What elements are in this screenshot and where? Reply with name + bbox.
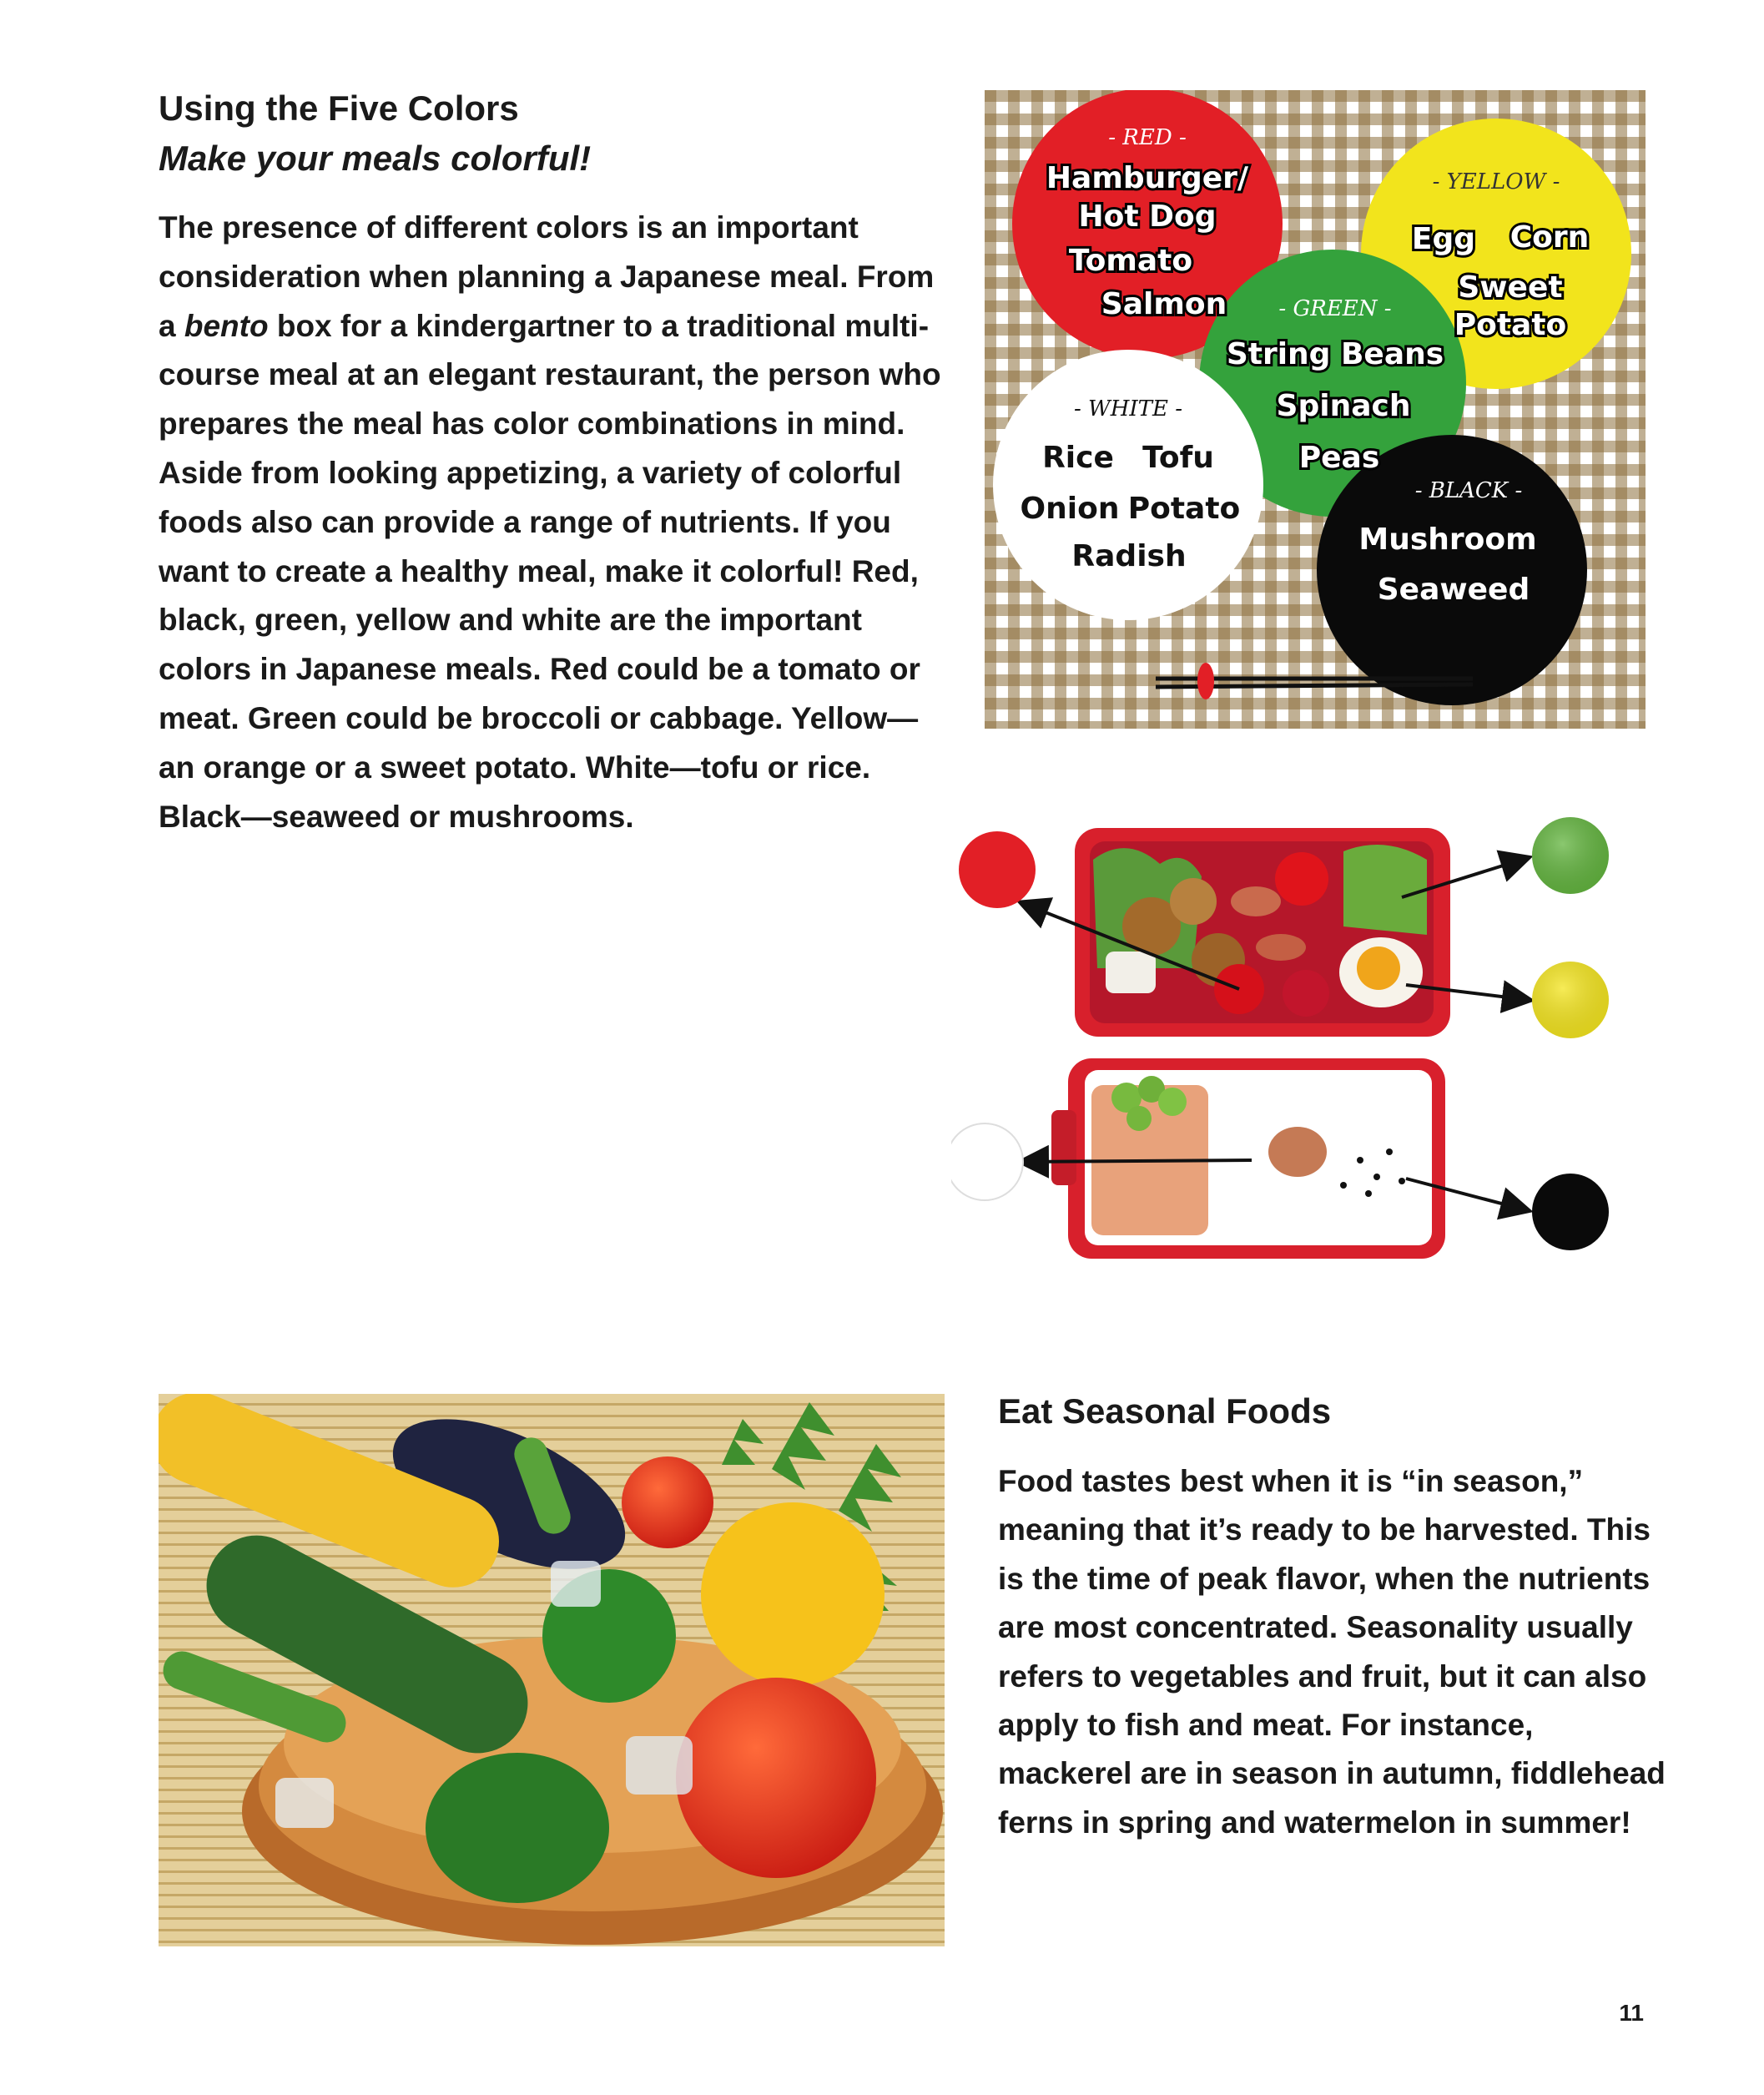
red-dot <box>959 831 1036 908</box>
yellow-item-4: Potato <box>1454 308 1567 342</box>
bento-bottom-tray <box>1051 1058 1445 1259</box>
green-item-3: Peas <box>1298 441 1380 475</box>
seasonal-foods-paragraph: Food tastes best when it is “in season,” meaning that it’s ready to be harvested. This is the time of peak flavor, when the nutrients are most concentrated. Seasonality usually refers to vegetables and fruit, but it can also apply to fish and meat. For instance, mackerel are in season in autumn, fiddlehead ferns in spring and watermelon in summer! <box>998 1464 1666 1840</box>
white-item-4: Potato <box>1127 492 1241 526</box>
red-item-3: Tomato <box>1068 244 1193 278</box>
yellow-item-2: Corn <box>1509 220 1590 255</box>
red-item-4: Salmon <box>1101 287 1227 321</box>
green-item-2: Spinach <box>1276 389 1411 423</box>
five-colors-paragraph <box>159 204 951 841</box>
red-item-2: Hot Dog <box>1078 199 1217 234</box>
yellow-item-3: Sweet <box>1458 270 1563 305</box>
black-label: - BLACK - <box>1414 478 1523 503</box>
black-item-1: Mushroom <box>1358 522 1537 557</box>
red-item-1: Hamburger/ <box>1046 161 1249 195</box>
green-item-1: String Beans <box>1226 337 1444 371</box>
vegetables-photo <box>159 1394 945 1946</box>
white-circle <box>993 350 1263 620</box>
para-part2: box for a kindergartner to a traditional multi-course meal at an elegant restaurant, the person who prepares the meal has color combinations in mind. Aside from looking appetizing, a variety of colorful foods also can provide a range of nutrients. If you want to create a healthy meal, make it colorful! Red, black, green, yellow and white are the important colors in Japanese meals. Red could be a tomato or meat. Green could be broccoli or cabbage. Yellow—an orange or a sweet potato. White—tofu or rice. Black—seaweed or mushrooms. <box>159 308 941 834</box>
para-italic-bento: bento <box>184 308 269 343</box>
yellow-label: - YELLOW - <box>1432 169 1560 194</box>
white-item-1: Rice <box>1042 441 1114 475</box>
arrow-white <box>1022 1160 1252 1162</box>
black-item-2: Seaweed <box>1377 573 1530 607</box>
black-circle <box>1317 435 1587 705</box>
yellow-item-1: Egg <box>1411 222 1476 256</box>
red-label: - RED - <box>1108 125 1187 150</box>
seasonal-foods-section <box>998 1386 1666 1847</box>
para-part1: The presence of different colors is an important consideration when planning a Japanese meal. From a <box>159 210 935 343</box>
white-label: - WHITE - <box>1073 396 1183 422</box>
black-dot <box>1532 1174 1609 1250</box>
five-colors-section <box>159 83 951 841</box>
five-colors-poster <box>985 90 1646 729</box>
bento-top-tray <box>1075 828 1450 1037</box>
green-label: - GREEN - <box>1278 296 1392 321</box>
bento-box-figure <box>951 801 1619 1269</box>
five-colors-heading: Using the Five Colors <box>159 88 519 128</box>
white-item-5: Radish <box>1071 539 1187 573</box>
white-dot <box>951 1123 1023 1200</box>
page-number: 11 <box>1619 2000 1644 2026</box>
five-colors-subheading: Make your meals colorful! <box>159 139 592 178</box>
white-item-2: Tofu <box>1142 441 1214 475</box>
white-item-3: Onion <box>1020 492 1120 526</box>
seasonal-foods-heading: Eat Seasonal Foods <box>998 1391 1332 1431</box>
